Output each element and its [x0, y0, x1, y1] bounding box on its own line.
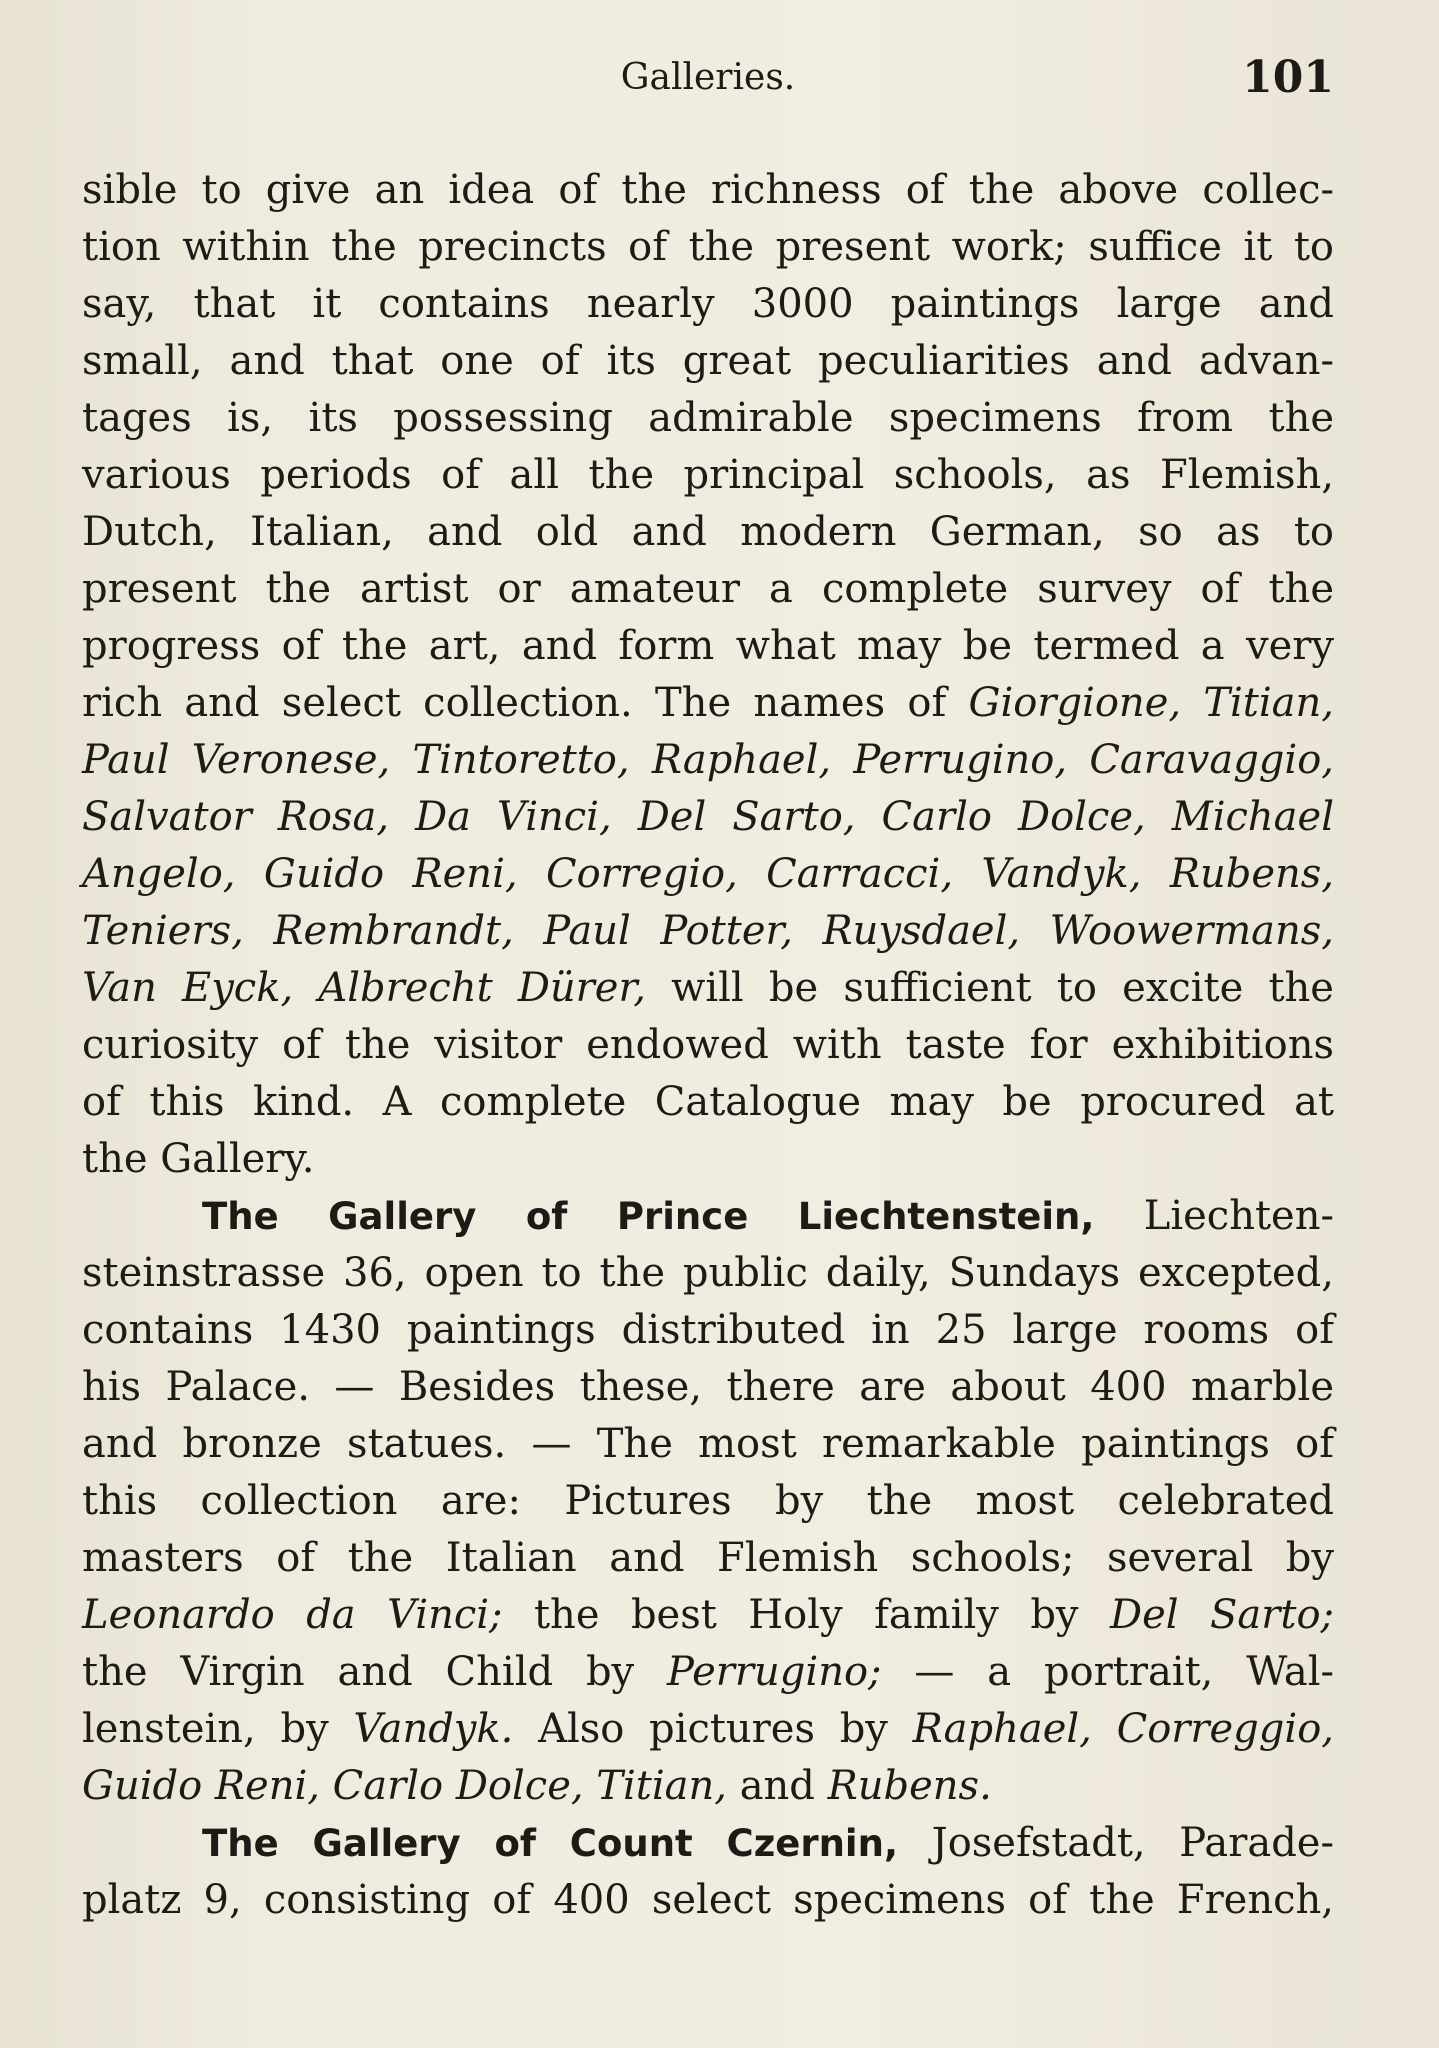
text-line	[82, 1188, 1334, 1245]
text-line: Dutch, Italian, and old and modern German, so as to	[82, 509, 1334, 555]
text-line	[82, 1701, 1334, 1758]
gallery-heading-liechtenstein: The Gallery of Prince Liechtenstein,	[202, 1195, 1095, 1238]
italic-names: Vandyk.	[353, 1706, 514, 1752]
text-line: various periods of all the principal schools, as Flemish,	[82, 452, 1334, 498]
text-run: — a portrait, Wal-	[914, 1649, 1335, 1695]
page-body	[82, 162, 1334, 1929]
text-line: and bronze statues. — The most remarkable paintings of	[82, 1421, 1334, 1467]
text-line: contains 1430 paintings distributed in 25 large rooms of	[82, 1307, 1334, 1353]
text-line: the Gallery.	[82, 1136, 315, 1182]
page-header	[82, 52, 1334, 112]
text-run: Josefstadt, Parade-	[931, 1820, 1334, 1866]
text-line: steinstrasse 36, open to the public daily, Sundays excepted,	[82, 1250, 1334, 1296]
text-line: his Palace. — Besides these, there are about 400 marble	[82, 1364, 1334, 1410]
italic-names: Van Eyck, Albrecht Dürer,	[82, 965, 646, 1011]
text-line: tion within the precincts of the present work; suffice it to	[82, 224, 1334, 270]
text-run: will be sufficient to excite the	[671, 965, 1334, 1011]
text-line	[82, 1644, 1334, 1701]
text-line	[82, 675, 1334, 732]
text-line	[82, 1758, 1334, 1815]
text-line-italic: Teniers, Rembrandt, Paul Potter, Ruysdael, Woowermans,	[82, 908, 1334, 954]
page-number: 101	[1242, 52, 1334, 103]
text-run: the best Holy family by	[533, 1592, 1079, 1638]
text-line: present the artist or amateur a complete survey of the	[82, 566, 1334, 612]
text-line	[82, 960, 1334, 1017]
text-line	[82, 1815, 1334, 1872]
text-line-italic: Paul Veronese, Tintoretto, Raphael, Perrugino, Caravaggio,	[82, 737, 1334, 783]
running-head: Galleries.	[620, 57, 796, 98]
text-line	[82, 1587, 1334, 1644]
text-line: progress of the art, and form what may be termed a very	[82, 623, 1334, 669]
italic-names: Perrugino;	[667, 1649, 882, 1695]
text-line: say, that it contains nearly 3000 paintings large and	[82, 281, 1334, 327]
text-run: Liechten-	[1143, 1193, 1334, 1239]
gallery-heading-czernin: The Gallery of Count Czernin,	[202, 1822, 898, 1865]
text-run: and	[739, 1763, 815, 1809]
text-run: lenstein, by	[82, 1706, 329, 1752]
text-line: sible to give an idea of the richness of the above collec-	[82, 167, 1334, 213]
italic-names: Raphael, Correggio,	[912, 1706, 1334, 1752]
text-run: the Virgin and Child by	[82, 1649, 635, 1695]
text-run: rich and select collection. The names of	[82, 680, 947, 726]
text-line: curiosity of the visitor endowed with taste for exhibitions	[82, 1022, 1334, 1068]
text-line: of this kind. A complete Catalogue may be procured at	[82, 1079, 1334, 1125]
italic-names: Del Sarto;	[1110, 1592, 1334, 1638]
text-line-italic: Angelo, Guido Reni, Corregio, Carracci, Vandyk, Rubens,	[82, 851, 1334, 897]
italic-names: Leonardo da Vinci;	[82, 1592, 503, 1638]
italic-names: Giorgione, Titian,	[968, 680, 1334, 726]
italic-names: Rubens.	[827, 1763, 992, 1809]
text-line: masters of the Italian and Flemish schools; several by	[82, 1535, 1334, 1581]
text-line: this collection are: Pictures by the most celebrated	[82, 1478, 1334, 1524]
text-line: small, and that one of its great peculiarities and advan-	[82, 338, 1334, 384]
text-line: platz 9, consisting of 400 select specimens of the French,	[82, 1877, 1334, 1923]
text-line: tages is, its possessing admirable specimens from the	[82, 395, 1334, 441]
text-line-italic: Salvator Rosa, Da Vinci, Del Sarto, Carlo Dolce, Michael	[82, 794, 1334, 840]
text-run: Also pictures by	[538, 1706, 888, 1752]
italic-names: Guido Reni, Carlo Dolce, Titian,	[82, 1763, 727, 1809]
